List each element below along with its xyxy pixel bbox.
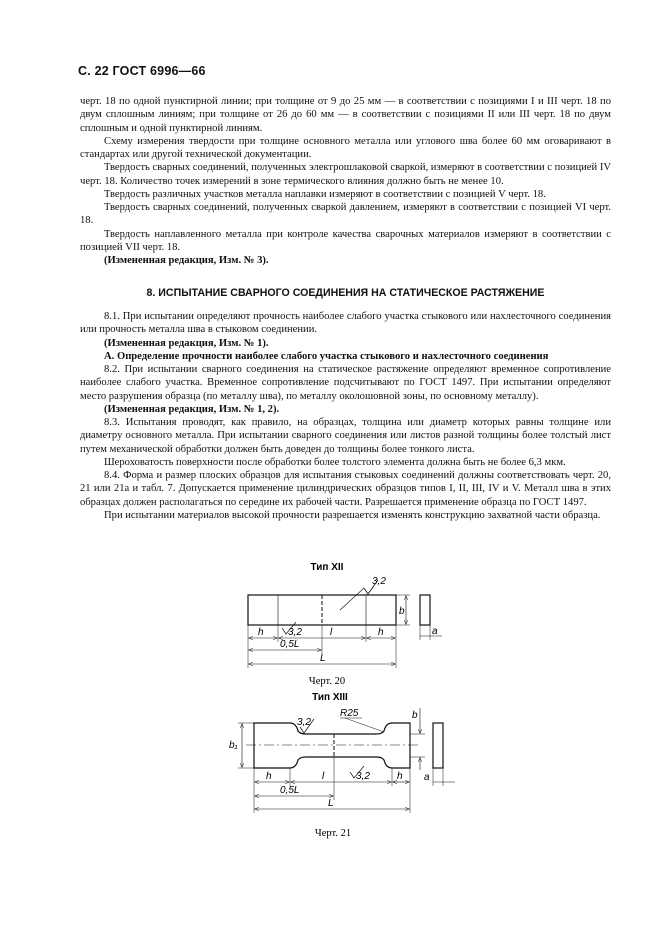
- page-header: С. 22 ГОСТ 6996—66: [78, 64, 206, 78]
- fig21-h2-label: h: [397, 771, 403, 782]
- paragraph-8-3: 8.3. Испытания проводят, как правило, на образцах, толщина или диаметр которых равны толщине или диаметру основного металла. При испытании сварного соединения или листов разной толщины более толстый лист путем механической обработки должен быть доведен до толщины более тонкого листа.: [80, 417, 611, 455]
- fig21-roughness-label: 3,2: [297, 717, 311, 728]
- fig20-a-label: a: [432, 626, 438, 637]
- paragraph: Твердость сварных соединений, полученных сваркой давлением, измеряют в соответствии с позицией VI черт. 18.: [80, 202, 611, 227]
- fig21-b-label: b: [412, 710, 418, 721]
- fig21-l-label: l: [322, 771, 325, 782]
- fig20-leader: [340, 588, 364, 610]
- fig21-b1-label: b₁: [229, 740, 238, 751]
- paragraph-8-4: 8.4. Форма и размер плоских образцов для испытания стыковых соединений должны соответствовать черт. 20, 21 или 21а и табл. 7. Допускается применение цилиндрических образцов типов I, II, III, IV и V. Металл шва в этих образцах должен располагаться по середине их рабочей части. Разрешается применение образца по ГОСТ 1497.: [80, 470, 611, 508]
- fig20-L-label: L: [320, 653, 326, 664]
- fig20-half-label: 0,5L: [280, 639, 300, 650]
- fig20-b-label: b: [399, 606, 405, 617]
- fig20-side-view: [420, 595, 430, 625]
- fig21-L-label: L: [328, 798, 334, 809]
- fig21-h-label: h: [266, 771, 272, 782]
- paragraph: Схему измерения твердости при толщине основного металла или углового шва более 60 мм оговаривают в стандартах или другой технической документации.: [80, 135, 611, 160]
- fig21-specimen-body: [254, 723, 410, 768]
- fig21-side-view: [433, 723, 443, 768]
- edit-note: (Измененная редакция, Изм. № 3).: [104, 255, 269, 266]
- fig21-roughness-bottom: 3,2: [356, 771, 370, 782]
- fig20-roughness-left: 3,2: [288, 627, 302, 638]
- fig20-h2-label: h: [378, 627, 384, 638]
- figure-21: [0, 688, 661, 853]
- figure-20: [0, 560, 661, 690]
- fig20-l-label: l: [330, 627, 333, 638]
- paragraph-8-1: 8.1. При испытании определяют прочность наиболее слабого участка стыкового или нахлесточного соединения или прочность металла шва в стыковом соединении.: [80, 311, 611, 336]
- fig20-h-label: h: [258, 627, 264, 638]
- section-title: 8. ИСПЫТАНИЕ СВАРНОГО СОЕДИНЕНИЯ НА СТАТИЧЕСКОЕ РАСТЯЖЕНИЕ: [146, 287, 545, 299]
- fig21-a-label: a: [424, 772, 430, 783]
- paragraph-roughness: Шероховатость поверхности после обработки более толстого элемента должна быть не более 6,3 мкм.: [104, 456, 566, 468]
- fig21-radius-label: R25: [340, 708, 359, 719]
- paragraph: Твердость различных участков металла наплавки измеряют в соответствии с позицией V черт. 18.: [104, 188, 546, 200]
- fig21-caption: Черт. 21: [314, 828, 352, 839]
- paragraph: Твердость наплавленного металла при контроле качества сварочных материалов измеряют в соответствии с позицией VII черт. 18.: [80, 228, 611, 253]
- fig20-caption: Черт. 20: [308, 676, 346, 687]
- edit-note: (Измененная редакция, Изм. № 1).: [104, 337, 269, 349]
- paragraph: черт. 18 по одной пунктирной линии; при толщине от 9 до 25 мм — в соответствии с позициями I и III черт. 18 по двум сплошным линиям; при толщине от 26 до 60 мм — в соответствии с позициями II или III черт. 18 по двум сплошным и одной пунктирной линиям.: [80, 96, 611, 134]
- section-8-text: [80, 310, 611, 522]
- paragraph: Твердость сварных соединений, полученных электрошлаковой сваркой, измеряют в соответствии с позицией IV черт. 18. Количество точек измерений в зоне термического влияния должно быть не менее 10.: [80, 162, 611, 187]
- edit-note: (Измененная редакция, Изм. № 1, 2).: [104, 403, 280, 415]
- fig20-roughness-label: 3,2: [372, 576, 386, 587]
- paragraph-8-2: 8.2. При испытании сварного соединения на статическое растяжение определяют временное сопротивление наиболее слабого участка. Временное сопротивление подсчитывают по ГОСТ 1497. При испытании определяют место разрушения образца (по металлу шва), по металлу околошовной зоны, по основному металлу).: [80, 364, 611, 402]
- fig21-half-label: 0,5L: [280, 785, 300, 796]
- paragraph-high-strength: При испытании материалов высокой прочности разрешается изменять конструкцию захватной части образца.: [104, 509, 601, 521]
- top-text-block: [80, 95, 611, 267]
- fig21-type-label: Тип XIII: [312, 692, 348, 703]
- fig20-type-label: Тип XII: [310, 562, 344, 573]
- subsection-title: А. Определение прочности наиболее слабого участка стыкового и нахлесточного соединения: [104, 350, 549, 362]
